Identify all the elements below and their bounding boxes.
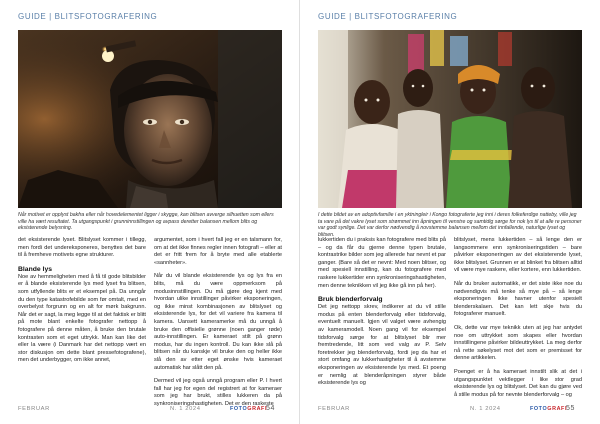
magazine-logo xyxy=(230,406,267,412)
paragraph: Det jeg nettopp skrev, indikerer at du vil stille modus på enten blenderforvalg eller tidsforvalg, eventuelt manuelt. Igjen vil valget være avhengig av kameramodell. Noen gang vil for eksempel tidsforvalg sørge for at blitslyset blir mer fremtredende, litt som ved valg av P. Selv foretrekker jeg blenderforvalg, fordi jeg da har et stort omfang av lukkerhastigheter til å avstemme eksponeringen av eksisterende lys med. Et poeng er nemlig at blenderåpningen styrer både eksisterende lys og xyxy=(318,304,446,387)
family-photo xyxy=(318,30,582,208)
logo-part-b: GRAFI xyxy=(247,406,268,412)
text-column-1 xyxy=(18,237,146,371)
subheading-bruk-blenderforvalg: Bruk blenderforvalg xyxy=(318,296,383,304)
photo-caption: Når motivet er opplyst bakfra eller når hovedelementet ligger i skygge, kan blitsen avverge silhuetten som ellers ville ha vært resultatet. Ta utgangspunkt i grunninnstillingen og avpass deretter balansen mellom blits og eksisterende belysning. xyxy=(18,212,274,232)
paragraph: det eksisterende lyset. Blitslyset kommer i tillegg, men fordi det undereksponeres, benyttes det bare til å fremheve motivets egne strukturer. xyxy=(18,237,146,259)
logo-part-a: FOTO xyxy=(530,406,548,412)
paragraph: Poenget er å ha kameraet innstilt slik at det i utgangspunktet vektlegger i like stor grad eksisterende lys og blitslyset. Det kan du gjøre ved å stille modus på for nevnte blenderforvalg – og xyxy=(454,368,582,398)
paragraph: Noe av hemmeligheten med å få til gode blitsbilder er å blande eksisterende lys med lyset fra blitsen, som utfyllende blits er et eksempel på. Da unngår du den type katastrofebilde som før omtalt, med en overbelyst forgrunn og en alt for mørk bakgrunn. Når det er sagt, la meg legge til at det faktisk er blitt på mote blant enkelte fotografer nettopp å fotografere på denne måten, å bruke den brutale kontrasten som et eget uttrykk. Man kan like det eller la være (i Danmark har det nettopp vært en stor diskusjon om dette blant pressefotografene), men det underbygger, om ikke annet, xyxy=(18,273,146,364)
section-header: GUIDE | BLITSFOTOGRAFERING xyxy=(318,12,458,21)
paragraph: Når du bruker automatikk, er det siste ikke noe du nødvendigvis må tenke så mye på – så lenge eksponeringen ikke havner utenfor spesielt blenderskalaen. Det kan lett skje hvis du fotograferer manuelt. xyxy=(454,280,582,318)
footer-issue: N. 1 2024 xyxy=(470,406,501,412)
section-header: GUIDE | BLITSFOTOGRAFERING xyxy=(18,12,158,21)
paragraph: Når du vil blande eksisterende lys og lys fra en blits, må du være oppmerksom på modusinnstillingen. Du må gjøre deg kjent med hvordan ulike innstillinger påvirker eksponeringen, og ikke minst kombinasjonen av blitslyset og eksisterende lys, for det vil variere fra kamera til kamera. Uansett kameramerke må du unngå å bruke den offisielle grønne (noen ganger røde) auto-innstillingen. Er kameraet stilt på grønn modus, har du ingen kontroll. Du kan ikke slå på blitsen når du kanskje vil bruke den og heller ikke slå den av etter eget ønske hvis kameraet automatisk har slått den på. xyxy=(154,273,282,371)
photo-caption: I dette bildet av en adoptivfamilie i en yktningleir i Kongo fotograferte jeg inni i deres folkeferdige natteby, ville jeg ta vare på det vakre lyset som strømmet inn åpningen til venstre og samtidig sørge for nok lys til at alle re personer var godt synlige. Det var derfor nødvendig å novstemme balansen mellom det innfallende, naturlige lyset og blitsen. xyxy=(318,212,582,238)
text-column-4 xyxy=(454,237,582,405)
logo-part-b: GRAFI xyxy=(547,406,568,412)
logo-part-a: FOTO xyxy=(230,406,248,412)
page-number: 54 xyxy=(266,405,275,412)
footer-issue: N. 1 2024 xyxy=(170,406,201,412)
right-page xyxy=(300,0,600,424)
paragraph: Ok, dette var mye teknikk uten at jeg har antydet noe om uttrykket som skapes eller hvordan innstillingene påvirker bildeuttrykket. La meg derfor nå rette søkelyset mot det som er premisset for denne artikkelen. xyxy=(454,324,582,362)
magazine-logo xyxy=(530,406,567,412)
paragraph: lukkertiden du i praksis kan fotografere med blits på – og da får du gjerne denne typen brutale, kontrastrike bilder som jeg allerede har nevnt et par ganger. (Bare så det er nevnt: Med noen blitser, og med spesiell innstilling, kan du fotografere med raskere lukkertider enn synkroniseringshastigheten, men denne teknikken vil jeg ikke gå inn på her). xyxy=(318,237,446,289)
subheading-blande-lys: Blande lys xyxy=(18,265,52,273)
footer-month: FEBRUAR xyxy=(318,406,350,412)
family-portrait-image xyxy=(318,30,582,208)
paragraph: argumentet, som i hvert fall jeg er en talsmann for, om at det ikke finnes regler innen fotografi – eller at det er fritt frem for å bryte med alle etablerte «sannheter». xyxy=(154,237,282,266)
text-column-3 xyxy=(318,237,446,394)
miner-portrait-image xyxy=(18,30,282,208)
paragraph: Dermed vil jeg også unngå program eller P. I hvert fall har jeg for egen del registrert at for kameraer som jeg har brukt, stilles lukkeren da på synkroniseringshastigheten. Det er den raskeste xyxy=(154,378,282,407)
paragraph: blitslyset, mens lukkertiden – så lenge den er langsommere enn synkroniseringstiden – bare påvirker eksponeringen av det eksisterende lyset, ikke blitslyset. Grunnen er at blinket fra blitsen alltid vil være mye raskere, eller kortere, enn lukkertiden. xyxy=(454,237,582,274)
page-number: 55 xyxy=(566,405,575,412)
footer-month: FEBRUAR xyxy=(18,406,50,412)
text-column-2 xyxy=(154,237,282,414)
miner-photo xyxy=(18,30,282,208)
